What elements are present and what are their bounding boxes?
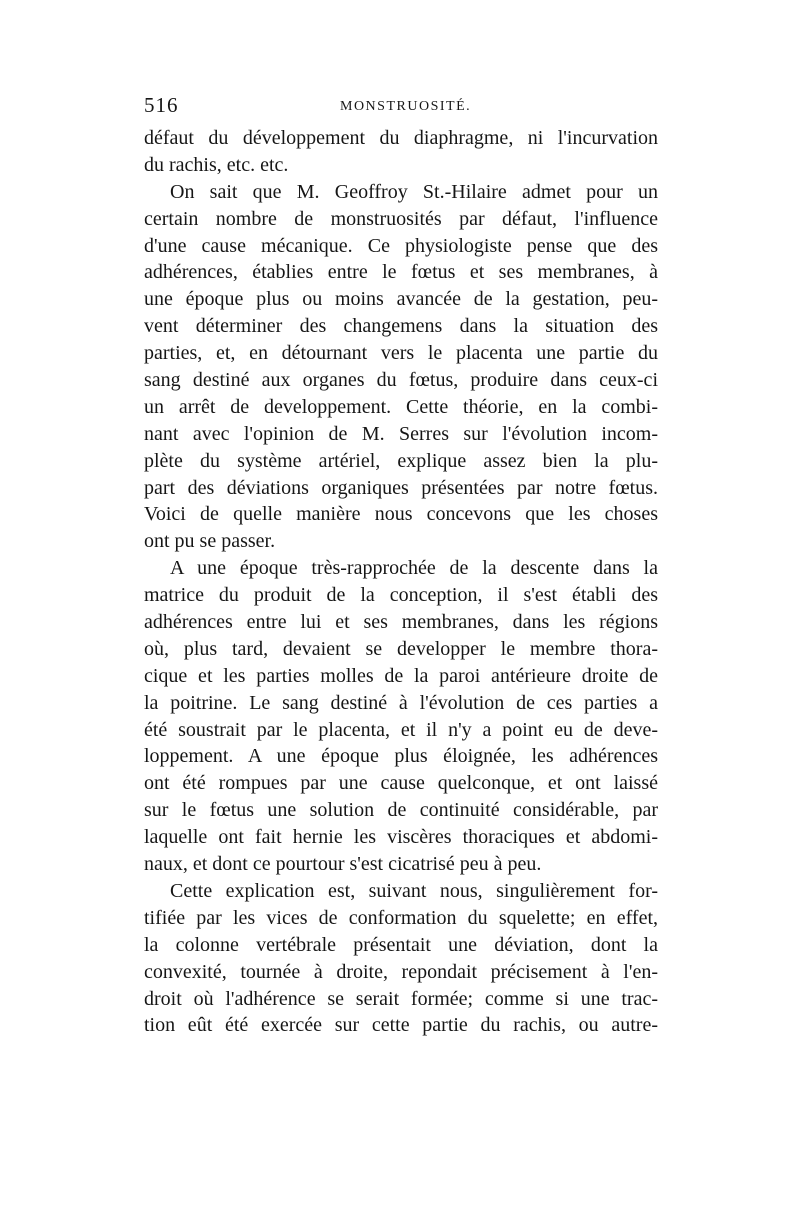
body-text <box>144 125 658 1039</box>
text-line: A une époque très-rapprochée de la descente dans la <box>170 557 658 580</box>
page-number: 516 <box>144 93 179 117</box>
text-line: défaut du développement du diaphragme, ni l'incurvation <box>144 127 658 149</box>
text-line: part des déviations organiques présentées par notre fœtus. <box>144 476 658 499</box>
text-line: sur le fœtus une solution de continuité considérable, par <box>144 799 658 822</box>
page-header <box>144 93 664 119</box>
text-line: une époque plus ou moins avancée de la gestation, peu- <box>144 288 658 311</box>
text-line: été soustrait par le placenta, et il n'y a point eu de deve- <box>144 718 658 741</box>
text-line: matrice du produit de la conception, il s'est établi des <box>144 584 658 607</box>
text-line: cique et les parties molles de la paroi antérieure droite de <box>144 664 658 687</box>
text-line: plète du système artériel, explique assez bien la plu- <box>144 449 658 472</box>
text-line: parties, et, en détournant vers le placenta une partie du <box>144 342 658 365</box>
text-line: Voici de quelle manière nous concevons que les choses <box>144 503 658 526</box>
text-line: nant avec l'opinion de M. Serres sur l'évolution incom- <box>144 422 658 445</box>
text-line: laquelle ont fait hernie les viscères thoraciques et abdomi- <box>144 826 658 849</box>
text-line: du rachis, etc. etc. <box>144 153 289 176</box>
text-line: certain nombre de monstruosités par défaut, l'influence <box>144 207 658 230</box>
text-line: la colonne vertébrale présentait une déviation, dont la <box>144 933 658 956</box>
text-line: On sait que M. Geoffroy St.-Hilaire admet pour un <box>170 180 658 203</box>
text-line: ont pu se passer. <box>144 530 276 553</box>
text-line: vent déterminer des changemens dans la situation des <box>144 315 658 338</box>
running-title: MONSTRUOSITÉ. <box>340 99 472 114</box>
text-line: où, plus tard, devaient se developper le membre thora- <box>144 637 658 660</box>
text-line: d'une cause mécanique. Ce physiologiste pense que des <box>144 234 658 257</box>
text-line: ont été rompues par une cause quelconque, et ont laissé <box>144 772 658 795</box>
text-line: convexité, tournée à droite, repondait précisement à l'en- <box>144 960 658 983</box>
text-line: Cette explication est, suivant nous, singulièrement for- <box>170 879 658 902</box>
text-line: droit où l'adhérence se serait formée; comme si une trac- <box>144 987 658 1010</box>
text-line: adhérences entre lui et ses membranes, dans les régions <box>144 611 658 634</box>
text-line: tifiée par les vices de conformation du squelette; en effet, <box>144 906 658 929</box>
text-line: tion eût été exercée sur cette partie du rachis, ou autre- <box>144 1014 658 1037</box>
text-line: adhérences, établies entre le fœtus et ses membranes, à <box>144 261 658 284</box>
text-line: sang destiné aux organes du fœtus, produire dans ceux-ci <box>144 369 658 392</box>
text-line: naux, et dont ce pourtour s'est cicatrisé peu à peu. <box>144 853 542 876</box>
text-line: un arrêt de developpement. Cette théorie, en la combi- <box>144 395 658 418</box>
text-line: loppement. A une époque plus éloignée, les adhérences <box>144 745 658 768</box>
text-line: la poitrine. Le sang destiné à l'évolution de ces parties a <box>144 691 658 714</box>
